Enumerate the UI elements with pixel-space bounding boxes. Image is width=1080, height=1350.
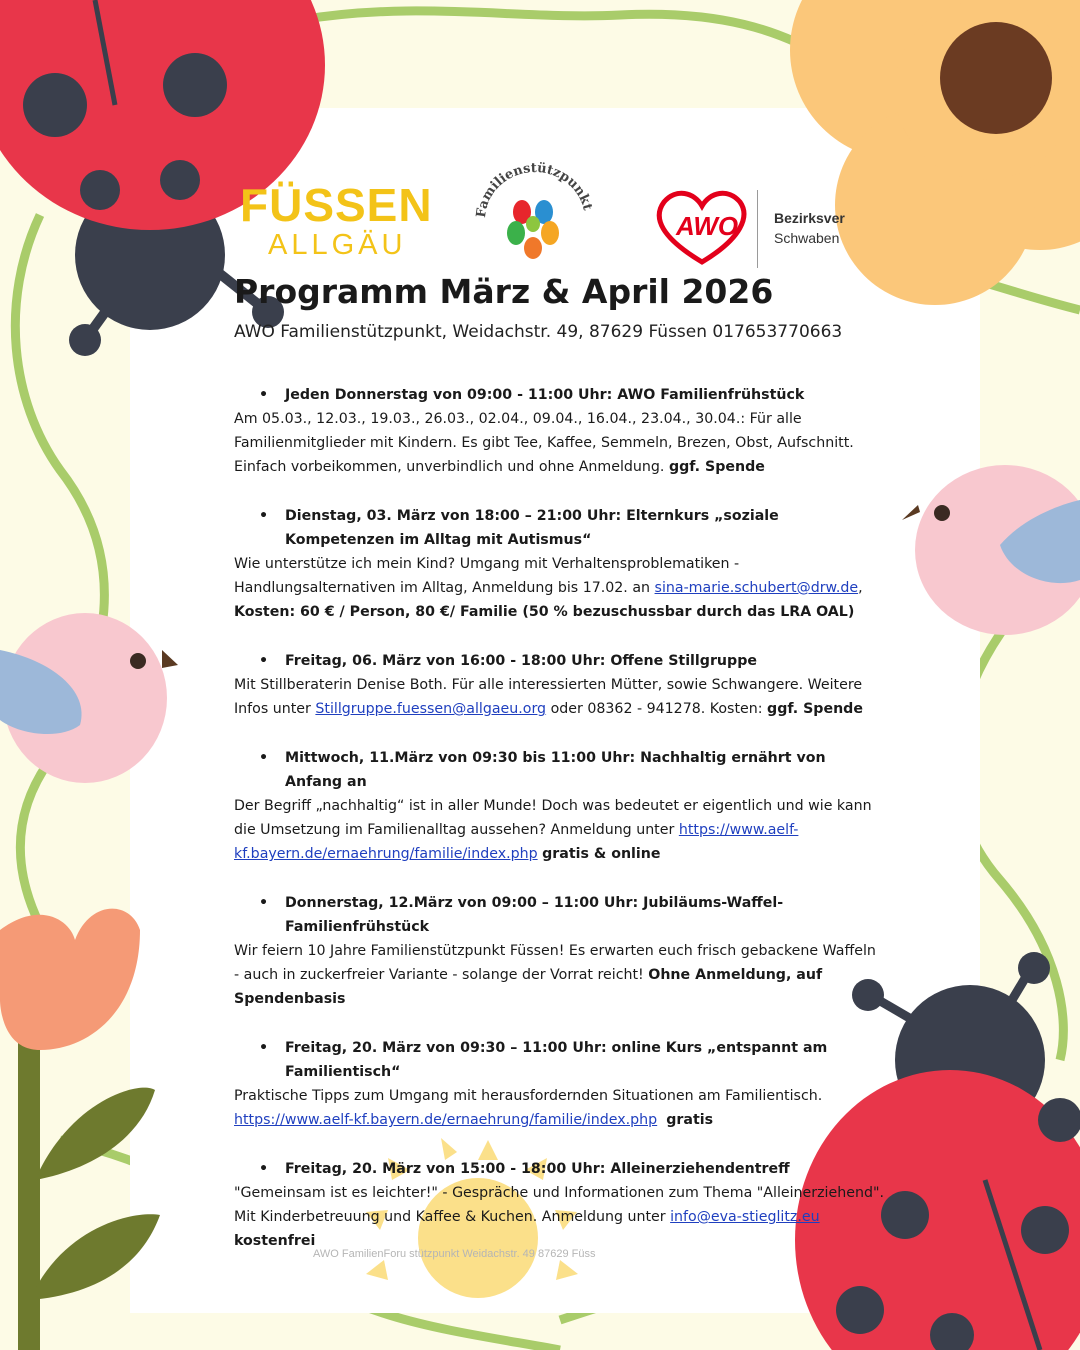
- event-description: [234, 939, 884, 1011]
- event-heading: • Dienstag, 03. März von 18:00 – 21:00 Uhr: Elternkurs „soziale Kompetenzen im Alltag mit Autismus“: [234, 504, 884, 552]
- logo-fuessen-line1: FÜSSEN: [240, 179, 433, 231]
- event-text: "Gemeinsam ist es leichter!" - Gespräche und Informationen zum Thema "Alleinerziehend". Mit Kinderbetreuung und Kaffee & Kuchen. Anmeldung unter: [234, 1185, 884, 1225]
- event-text: Wie unterstütze ich mein Kind? Umgang mit Verhaltensproblematiken - Handlungsalternativen im Alltag, Anmeldung bis 17.02. an: [234, 556, 740, 596]
- event-item: [234, 891, 884, 1011]
- fuessen-allgaeu-logo: [240, 179, 433, 262]
- event-description: [234, 552, 884, 624]
- event-cost: kostenfrei: [234, 1233, 316, 1249]
- awo-logo: [652, 188, 752, 268]
- event-text-after: ,: [858, 580, 863, 596]
- email-link[interactable]: sina-marie.schubert@drw.de: [654, 580, 859, 596]
- event-description: [234, 1181, 884, 1253]
- event-heading: • Donnerstag, 12.März von 09:00 – 11:00 Uhr: Jubiläums-Waffel-Familienfrühstück: [234, 891, 884, 939]
- event-description: [234, 407, 884, 479]
- awo-line2: Schwaben: [774, 230, 840, 246]
- event-text-after: oder 08362 - 941278. Kosten:: [550, 701, 763, 717]
- awo-mark: AWO: [676, 211, 739, 241]
- event-heading: • Jeden Donnerstag von 09:00 - 11:00 Uhr: AWO Familienfrühstück: [234, 383, 884, 407]
- event-heading: • Freitag, 06. März von 16:00 - 18:00 Uhr: Offene Stillgruppe: [234, 649, 884, 673]
- address-subtitle: AWO Familienstützpunkt, Weidachstr. 49, 87629 Füssen 017653770663: [234, 322, 843, 342]
- awo-separator: [757, 190, 758, 268]
- awo-text: [774, 208, 845, 248]
- event-cost: ggf. Spende: [767, 701, 863, 717]
- flower-top-right-icon: [790, 0, 1080, 305]
- event-description: [234, 673, 884, 721]
- bird-left-icon: [0, 613, 178, 783]
- event-item: [234, 649, 884, 721]
- event-text: Praktische Tipps zum Umgang mit herausfordernden Situationen am Familientisch.: [234, 1088, 823, 1104]
- event-text: Mit Stillberaterin Denise Both. Für alle interessierten Mütter, sowie Schwangere. Weitere Infos unter: [234, 677, 863, 717]
- event-item: [234, 746, 884, 866]
- bird-right-icon: [902, 465, 1080, 635]
- web-link[interactable]: https://www.aelf-kf.bayern.de/ernaehrung/familie/index.php: [234, 822, 799, 862]
- event-heading: • Freitag, 20. März von 15:00 - 18:00 Uhr: Alleinerziehendentreff: [234, 1157, 884, 1181]
- web-link[interactable]: https://www.aelf-kf.bayern.de/ernaehrung/familie/index.php: [234, 1112, 658, 1128]
- event-cost: Ohne Anmeldung, auf Spendenbasis: [234, 967, 823, 1007]
- tulip-icon: [0, 909, 160, 1350]
- event-cost: ggf. Spende: [668, 459, 765, 475]
- event-cost: gratis: [666, 1112, 714, 1128]
- event-heading: • Mittwoch, 11.März von 09:30 bis 11:00 Uhr: Nachhaltig ernährt von Anfang an: [234, 746, 884, 794]
- event-description: [234, 1084, 884, 1132]
- event-item: [234, 1036, 884, 1132]
- event-heading: • Freitag, 20. März von 09:30 – 11:00 Uhr: online Kurs „entspannt am Familientisch“: [234, 1036, 884, 1084]
- awo-line1: Bezirksver: [774, 210, 845, 226]
- event-text: Der Begriff „nachhaltig“ ist in aller Munde! Doch was bedeutet er eigentlich und wie kann die Umsetzung im Familienalltag aussehen? Anmeldung unter: [234, 798, 872, 838]
- familienstuetzpunkt-logo: [470, 160, 600, 270]
- event-item: [234, 504, 884, 624]
- svg-text:Familienstützpunkt: Familienstützpunkt: [473, 160, 595, 219]
- event-cost: Kosten: 60 € / Person, 80 €/ Familie (50 % bezuschussbar durch das LRA OAL): [234, 604, 855, 620]
- event-cost: gratis & online: [542, 846, 661, 862]
- footer-text: AWO FamilienForu stützpunkt Weidachstr. 49 87629 Füss: [313, 1248, 596, 1260]
- event-item: [234, 383, 884, 479]
- event-item: [234, 1157, 884, 1253]
- event-text: Am 05.03., 12.03., 19.03., 26.03., 02.04., 09.04., 16.04., 23.04., 30.04.: Für alle Familienmitglieder mit Kindern. Es gibt Tee, Kaffee, Semmeln, Brezen, Obst, Aufschnitt. Einfach vorbeikommen, unverbindlich und ohne Anmeldung.: [234, 411, 854, 475]
- hands-icon: [507, 200, 559, 259]
- logo-fuessen-line2: ALLGÄU: [268, 229, 407, 261]
- email-link[interactable]: Stillgruppe.fuessen@allgaeu.org: [315, 701, 547, 717]
- event-description: [234, 794, 884, 866]
- event-list: [234, 383, 884, 1278]
- page-title: Programm März & April 2026: [234, 272, 774, 311]
- email-link[interactable]: info@eva-stieglitz.eu: [670, 1209, 820, 1225]
- event-text: Wir feiern 10 Jahre Familienstützpunkt Füssen! Es erwarten euch frisch gebackene Waffeln - auch in zuckerfreier Variante - solange der Vorrat reicht!: [234, 943, 876, 983]
